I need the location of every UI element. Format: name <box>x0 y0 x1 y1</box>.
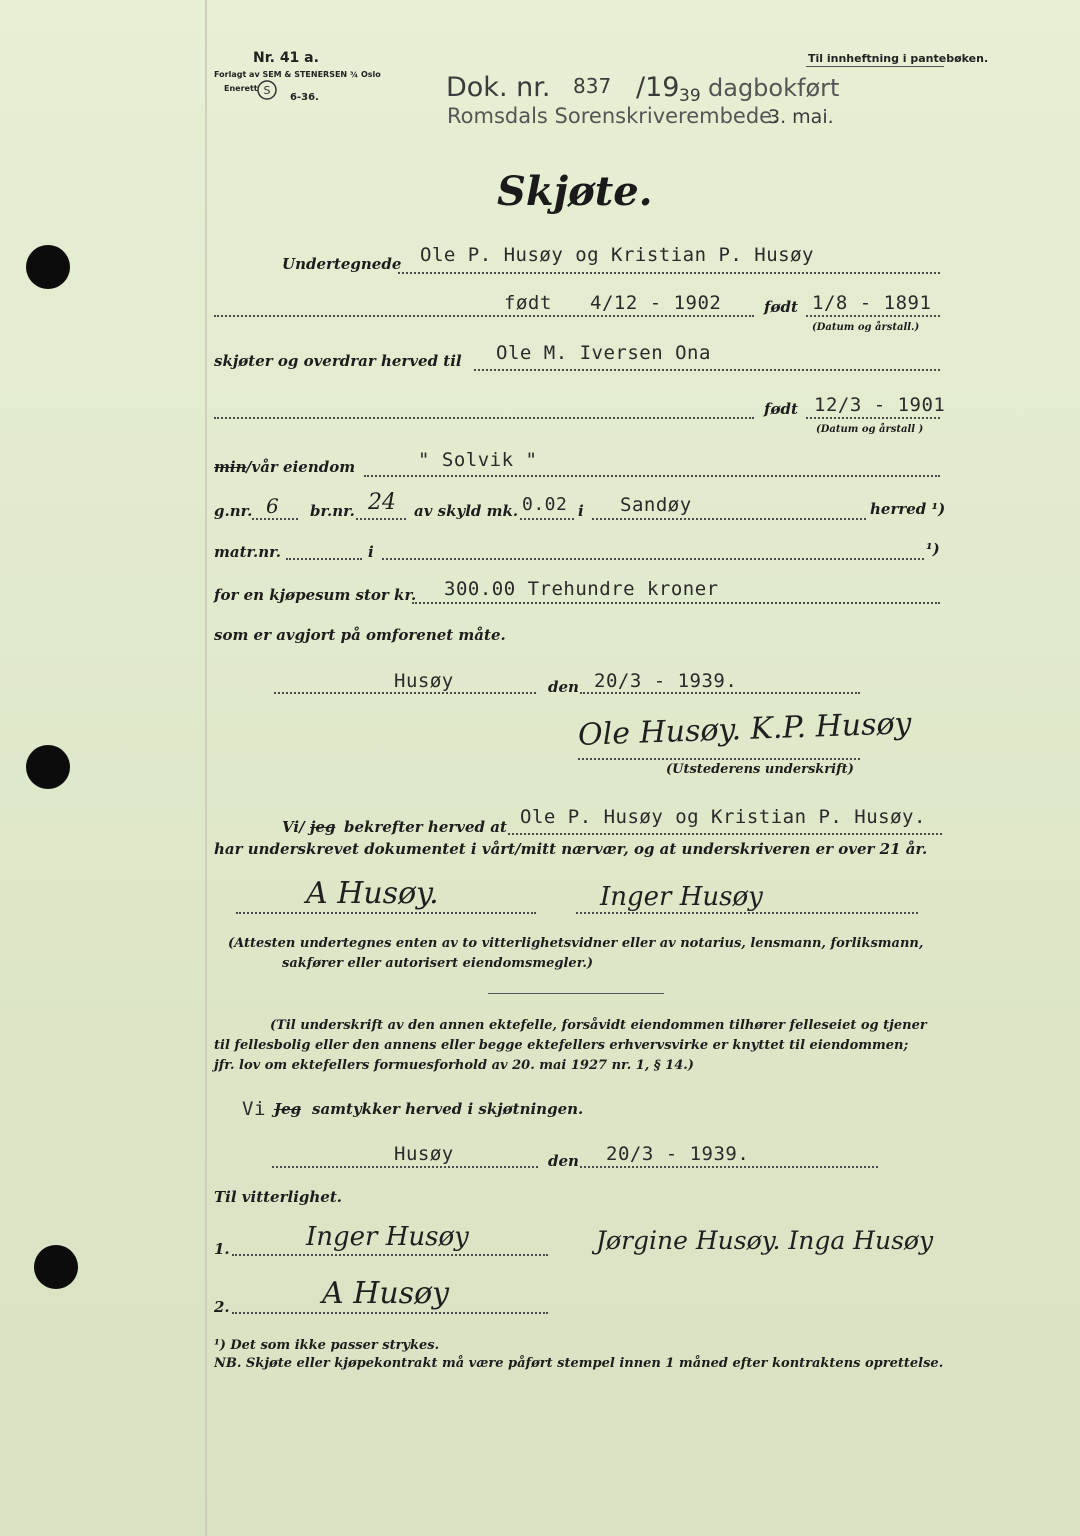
witness-signature-1: A Husøy. <box>306 876 439 911</box>
buyer-born-label: født <box>764 400 798 418</box>
bnr-line <box>356 518 406 520</box>
date-line-2 <box>580 1166 878 1168</box>
skyld-value: 0.02 <box>522 494 568 515</box>
binding-note: Til innheftning i pantebøken. <box>808 52 989 65</box>
footnote-2: NB. Skjøte eller kjøpekontrakt må være påført stempel innen 1 måned efter kontraktens oprettelse. <box>214 1356 944 1371</box>
matr-i-label: i <box>368 543 374 561</box>
born-line-2 <box>806 315 940 317</box>
matr-label: matr.nr. <box>214 543 281 561</box>
consent-prefix: Vi <box>242 1098 266 1120</box>
attest-prefix: Vi/ <box>282 818 305 836</box>
gnr-label: g.nr. <box>214 502 253 520</box>
consent-label: samtykker herved i skjøtningen. <box>312 1100 584 1118</box>
publisher-logo <box>256 79 278 101</box>
date-line-1 <box>580 692 860 694</box>
publisher-rights: Enerett <box>224 84 258 93</box>
place-line-2 <box>272 1166 538 1168</box>
property-struck-word: min <box>214 458 247 476</box>
spouse-note-3: jfr. lov om ektefellers formuesforhold av 20. mai 1927 nr. 1, § 14.) <box>214 1058 694 1073</box>
spouse-note-1: (Til underskrift av den annen ektefelle, forsåvidt eiendommen tilhører felleseiet og tjener <box>270 1018 927 1033</box>
date-1: 20/3 - 1939. <box>594 670 738 692</box>
buyer-line <box>474 369 940 371</box>
matr-herred-line <box>382 558 924 560</box>
attest-line-2: har underskrevet dokumentet i vårt/mitt nærvær, og at underskriveren er over 21 år. <box>214 840 928 858</box>
attest-line <box>508 833 942 835</box>
place-2: Husøy <box>394 1143 454 1165</box>
buyer-born-line <box>806 417 940 419</box>
den-label-2: den <box>548 1152 579 1170</box>
price-label: for en kjøpesum stor kr. <box>214 586 417 604</box>
witness-sig-1: Inger Husøy <box>306 1222 469 1252</box>
herred-value: Sandøy <box>620 494 692 516</box>
gnr-line <box>252 518 298 520</box>
publisher: Forlagt av SEM & STENERSEN ¾ Oslo <box>214 70 381 79</box>
attest-label: bekrefter herved at <box>344 818 507 836</box>
skyld-label: av skyld mk. <box>414 502 519 520</box>
witness-sig-extra: Jørgine Husøy. Inga Husøy <box>596 1226 934 1255</box>
svg-text:S: S <box>263 84 271 97</box>
issuer-signatures: Ole Husøy. K.P. Husøy <box>577 706 912 753</box>
skyld-line <box>520 518 574 520</box>
herred-i-label: i <box>578 502 584 520</box>
property-line <box>364 475 940 477</box>
sellers-date-hint: (Datum og årstall.) <box>812 322 920 333</box>
price-agreed: som er avgjort på omforenet måte. <box>214 626 506 644</box>
year-value: 39 <box>679 86 701 106</box>
punch-hole-bottom <box>34 1245 78 1289</box>
bnr-label: br.nr. <box>310 502 355 520</box>
gnr-value: 6 <box>266 494 279 518</box>
punch-hole-top <box>26 245 70 289</box>
attest-note-1: (Attesten undertegnes enten av to vitterlighetsvidner eller av notarius, lensmann, forliksmann, <box>228 936 924 951</box>
attest-note-2: sakfører eller autorisert eiendomsmegler.) <box>282 956 594 971</box>
document-title: Skjøte. <box>497 168 653 215</box>
herred-line <box>592 518 866 520</box>
price-line <box>412 602 940 604</box>
witness-sig-2: A Husøy <box>322 1276 450 1311</box>
property-name: " Solvik " <box>418 449 538 471</box>
spouse-note-2: til fellesbolig eller den annens eller begge ektefellers erhvervsvirke er knyttet til eiendommen; <box>214 1038 909 1053</box>
witness-num-2: 2. <box>214 1298 230 1316</box>
year-prefix: /19 <box>636 72 680 103</box>
bnr-value: 24 <box>368 490 396 515</box>
date-2: 20/3 - 1939. <box>606 1143 750 1165</box>
seller-1-born-label: født <box>504 292 552 314</box>
consent-struck-word: Jeg <box>274 1100 302 1118</box>
property-label: /vår eiendom <box>246 458 356 476</box>
seller-2-born-label: født <box>764 298 798 316</box>
stamp-date: 3. mai. <box>768 106 834 128</box>
seller-1-born-date: 4/12 - 1902 <box>590 292 722 314</box>
sellers-label: Undertegnede <box>282 255 402 273</box>
witness-line-2 <box>576 912 918 914</box>
attest-struck-word: jeg <box>310 818 336 836</box>
herred-label: herred ¹) <box>870 500 946 518</box>
form-number: Nr. 41 a. <box>253 50 319 66</box>
witness-line-1 <box>236 912 536 914</box>
born-line-1 <box>214 315 754 317</box>
place-1: Husøy <box>394 670 454 692</box>
dok-nr-value: 837 <box>573 74 612 98</box>
witness-signature-2: Inger Husøy <box>600 882 763 912</box>
dok-nr-label: Dok. nr. <box>446 72 551 103</box>
seller-2-born-date: 1/8 - 1891 <box>812 292 932 314</box>
buyer-date-hint: (Datum og årstall ) <box>816 424 924 435</box>
witness-sig-line-1 <box>232 1254 548 1256</box>
price-value: 300.00 Trehundre kroner <box>444 578 719 600</box>
attest-names: Ole P. Husøy og Kristian P. Husøy. <box>520 806 926 828</box>
buyer-born-date: 12/3 - 1901 <box>814 394 946 416</box>
sellers-line <box>398 272 940 274</box>
witness-num-1: 1. <box>214 1240 230 1258</box>
issuer-signature-line <box>578 758 860 760</box>
sellers-names: Ole P. Husøy og Kristian P. Husøy <box>420 244 814 266</box>
issuer-signature-caption: (Utstederens underskrift) <box>666 762 854 777</box>
place-line-1 <box>274 692 536 694</box>
buyer-name: Ole M. Iversen Ona <box>496 342 711 364</box>
office-stamp: Romsdals Sorenskriverembede. <box>447 104 779 128</box>
binding-note-rule <box>806 66 944 67</box>
punch-hole-middle <box>26 745 70 789</box>
dagbokfort-stamp: dagbokført <box>708 74 840 102</box>
matr-mark: ¹) <box>926 540 940 558</box>
witness-sig-line-2 <box>232 1312 548 1314</box>
den-label-1: den <box>548 678 579 696</box>
section-divider <box>488 993 664 994</box>
form-date: 6-36. <box>290 92 319 103</box>
margin-line <box>205 0 207 1536</box>
buyer-born-blank-line <box>214 417 754 419</box>
footnote-1: ¹) Det som ikke passer strykes. <box>214 1338 440 1353</box>
buyer-label: skjøter og overdrar herved til <box>214 352 462 370</box>
matr-line <box>286 558 362 560</box>
witnesses-heading: Til vitterlighet. <box>214 1188 342 1206</box>
